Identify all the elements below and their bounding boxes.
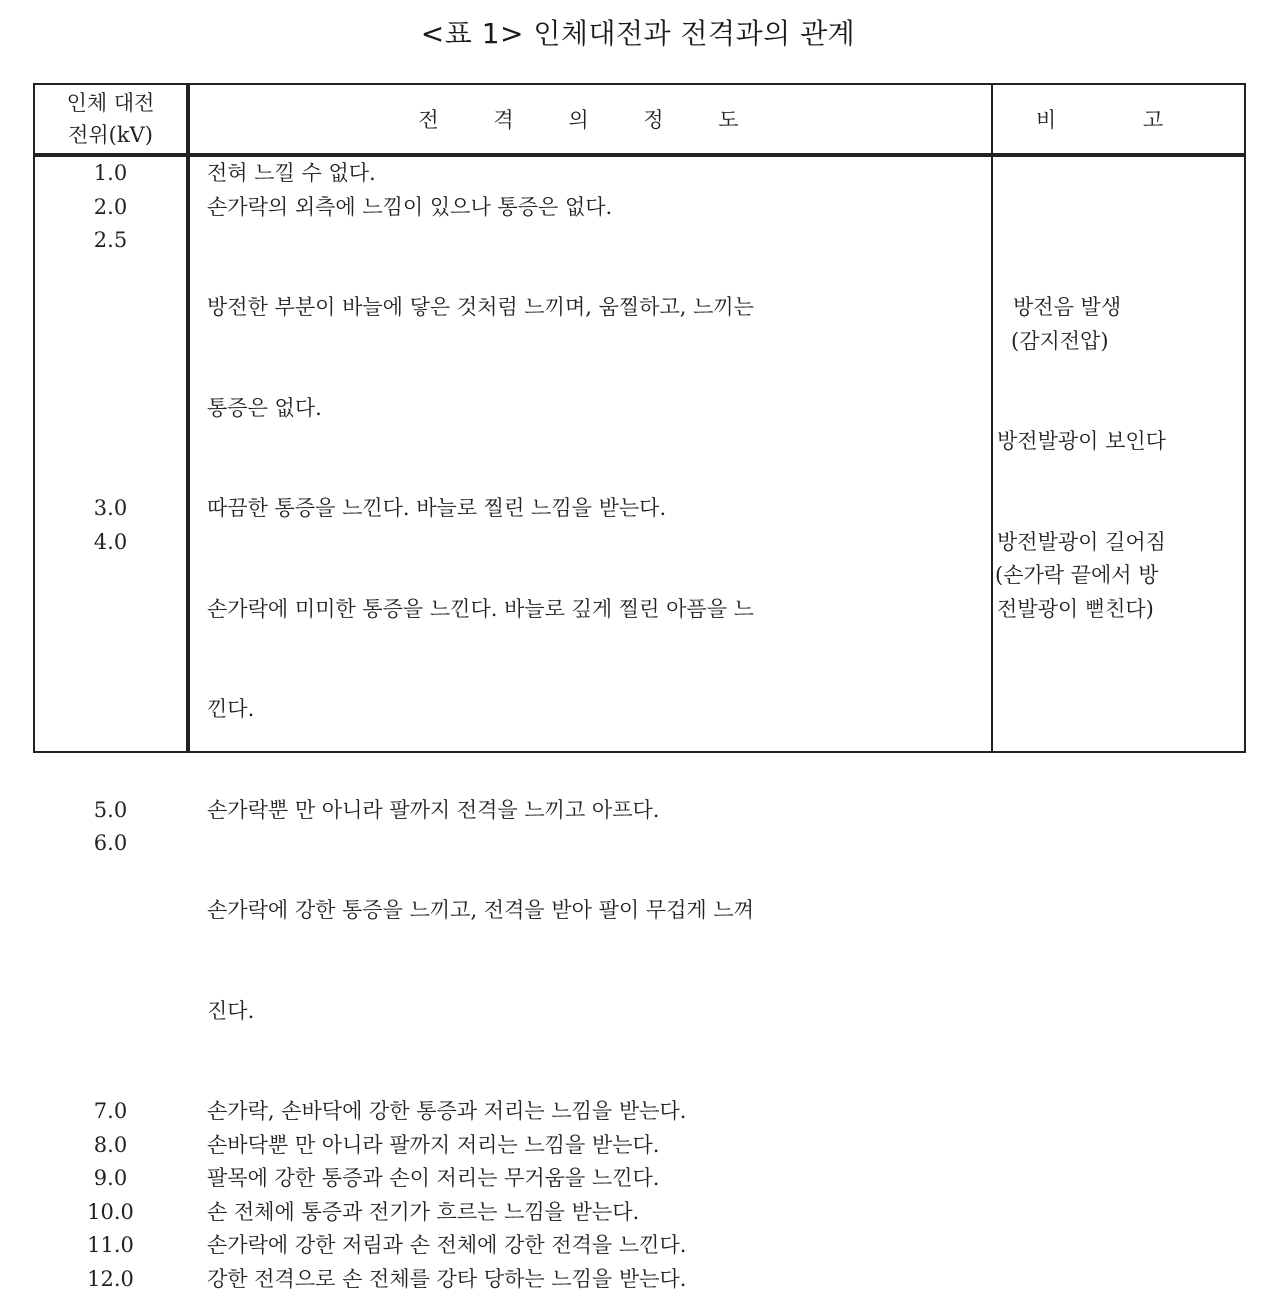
shock-line: 손가락에 강한 저림과 손 전체에 강한 전격을 느낀다. [207,1229,977,1263]
table-row [35,157,1244,191]
shock-line: 강한 전격으로 손 전체를 강타 당하는 느낌을 받는다. [207,1263,977,1296]
table-row [35,1263,1244,1296]
shock-line: 손가락의 외측에 느낌이 있으나 통증은 없다. [207,191,977,225]
table-caption: <표 1> 인체대전과 전격과의 관계 [0,12,1276,52]
shock-line: 손가락, 손바닥에 강한 통증과 저리는 느낌을 받는다. [207,1095,977,1129]
shock-cell [207,1196,977,1230]
table-row [35,1229,1244,1263]
header-voltage-line1: 인체 대전 [67,87,155,119]
table-row [35,827,1244,1095]
table-row [35,794,1244,828]
shock-line: 통증은 없다. [207,392,977,426]
shock-cell [207,1129,977,1163]
voltage-cell: 3.0 [35,492,186,526]
shock-cell [207,1095,977,1129]
voltage-cell: 4.0 [35,526,186,560]
table-row [35,492,1244,526]
remark-text: (손가락 끝에서 방 [995,559,1159,593]
header-shock-degree: 전 격 의 정 도 [190,85,991,153]
shock-cell [207,191,977,225]
table-row [35,1095,1244,1129]
shock-cell [207,1229,977,1263]
shock-cell [207,224,977,492]
voltage-cell: 12.0 [35,1263,186,1296]
remark-text: 방전발광이 길어짐 [997,526,1166,560]
table-row [35,191,1244,225]
table-row [35,1129,1244,1163]
discharge-shock-table [33,83,1246,753]
voltage-cell: 11.0 [35,1229,186,1263]
remark-text: 전발광이 뻗친다) [997,593,1154,627]
shock-cell [207,827,977,1095]
shock-cell [207,1263,977,1296]
remark-text: 방전음 발생 [1013,291,1121,325]
header-voltage-line2: 전위(kV) [68,119,153,151]
header-voltage [35,85,186,153]
shock-cell [207,526,977,794]
table-row [35,1196,1244,1230]
voltage-cell: 10.0 [35,1196,186,1230]
remark-text: 방전발광이 보인다 [997,425,1166,459]
shock-line: 진다. [207,995,977,1029]
shock-line: 손 전체에 통증과 전기가 흐르는 느낌을 받는다. [207,1196,977,1230]
shock-cell [207,794,977,828]
voltage-cell: 2.5 [35,224,186,258]
shock-cell [207,492,977,526]
voltage-cell: 8.0 [35,1129,186,1163]
shock-line: 따끔한 통증을 느낀다. 바늘로 찔린 느낌을 받는다. [207,492,977,526]
voltage-cell: 1.0 [35,157,186,191]
voltage-cell: 6.0 [35,827,186,861]
table-row [35,1162,1244,1196]
shock-cell [207,1162,977,1196]
shock-line: 전혀 느낄 수 없다. [207,157,977,191]
voltage-cell: 2.0 [35,191,186,225]
remark-text: (감지전압) [1011,325,1109,359]
shock-line: 손가락에 강한 통증을 느끼고, 전격을 받아 팔이 무겁게 느껴 [207,894,977,928]
shock-cell [207,157,977,191]
header-remark: 비 고 [993,85,1246,153]
shock-line: 팔목에 강한 통증과 손이 저리는 무거움을 느낀다. [207,1162,977,1196]
voltage-cell: 7.0 [35,1095,186,1129]
voltage-cell: 9.0 [35,1162,186,1196]
shock-line: 낀다. [207,693,977,727]
voltage-cell: 5.0 [35,794,186,828]
shock-line: 손바닥뿐 만 아니라 팔까지 저리는 느낌을 받는다. [207,1129,977,1163]
shock-line: 방전한 부분이 바늘에 닿은 것처럼 느끼며, 움찔하고, 느끼는 [207,291,977,325]
shock-line: 손가락뿐 만 아니라 팔까지 전격을 느끼고 아프다. [207,794,977,828]
shock-line: 손가락에 미미한 통증을 느낀다. 바늘로 깊게 찔린 아픔을 느 [207,593,977,627]
